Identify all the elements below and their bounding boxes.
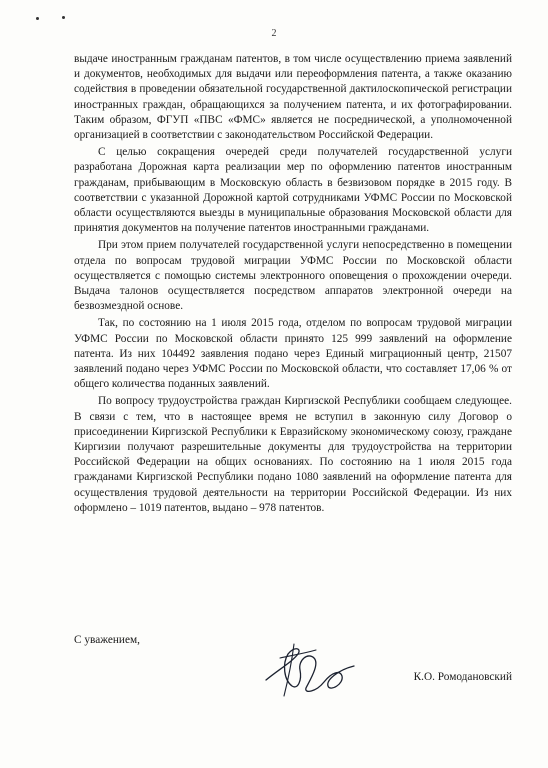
signatory-name: К.О. Ромодановский — [413, 671, 512, 683]
paragraph: С целью сокращения очередей среди получателей государственной услуги разработана Дорожная карта реализации мер по оформлению патентов иностранным гражданам, прибывающим в Московскую область в безвизовом порядке в 2015 году. В соответствии с указанной Дорожной картой сотрудниками УФМС России по Московской области осуществляются выезды в муниципальные образования Московской области для принятия документов на получение патентов иностранными гражданами. — [74, 146, 512, 235]
closing-salutation: С уважением, — [74, 634, 140, 646]
paragraph: Так, по состоянию на 1 июля 2015 года, отделом по вопросам трудовой миграции УФМС России по Московской области принято 125 999 заявлений на оформление патента. Из них 104492 заявления подано через Единый миграционный центр, 21507 заявлений подано через УФМС России по Московской области, что составляет 17,06 % от общего количества поданных заявлений. — [74, 317, 512, 391]
paragraph: выдаче иностранным гражданам патентов, в том числе осуществлению приема заявлений и документов, необходимых для выдачи или переоформления патента, а также оказанию содействия в проведении обязательной государственной дактилоскопической регистрации иностранных граждан, обращающихся за получением патента, и их фотографировании. Таким образом, ФГУП «ПВС «ФМС» является не посреднической, а уполномоченной организацией в соответствии с законодательством Российской Федерации. — [74, 53, 512, 142]
letter-body — [74, 52, 512, 518]
scan-mark — [36, 17, 39, 20]
handwritten-signature — [258, 640, 368, 698]
paragraph: При этом прием получателей государственной услуги непосредственно в помещении отдела по вопросам трудовой миграции УФМС России по Московской области осуществляется с помощью системы электронного оповещения о прохождении очереди. Выдача талонов осуществляется посредством аппаратов электронной очереди на безвозмездной основе. — [74, 239, 512, 313]
paragraph: По вопросу трудоустройства граждан Киргизской Республики сообщаем следующее. В связи с тем, что в настоящее время не вступил в законную силу Договор о присоединении Киргизской Республики к Евразийскому экономическому союзу, граждане Киргизии получают разрешительные документы для трудоустройства на территории Российской Федерации на общих основаниях. По состоянию на 1 июля 2015 года гражданами Киргизской Республики подано 1080 заявлений на оформление патента для осуществления трудовой деятельности на территории Российской Федерации. Из них оформлено – 1019 патентов, выдано – 978 патентов. — [74, 395, 512, 514]
page-number: 2 — [271, 28, 277, 39]
scan-mark — [62, 16, 65, 19]
